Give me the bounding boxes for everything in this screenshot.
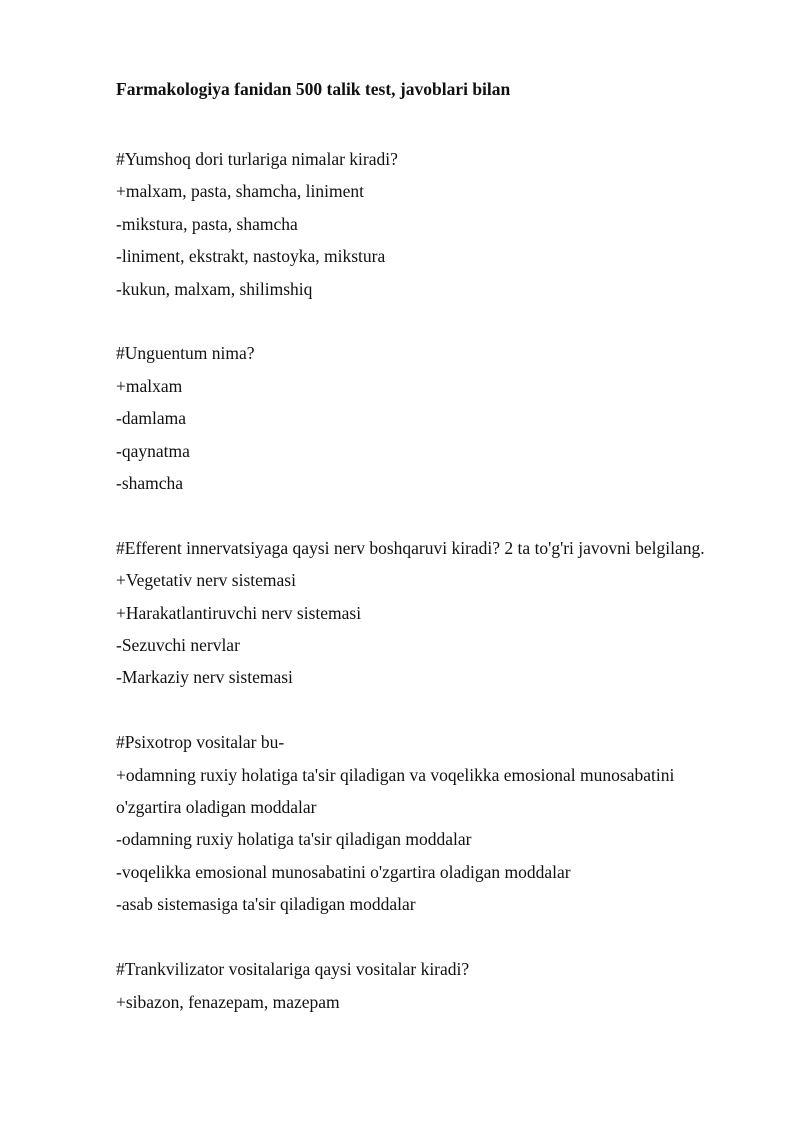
question-block-4 xyxy=(116,726,736,920)
answer-option: -voqelikka emosional munosabatini o'zgartira oladigan moddalar xyxy=(116,861,571,882)
answer-option: +odamning ruxiy holatiga ta'sir qiladigan va voqelikka emosional munosabatini o'zgartira oladigan moddalar xyxy=(116,764,675,818)
question-block-3 xyxy=(116,532,736,694)
question-block-2 xyxy=(116,337,736,499)
question-text: #Unguentum nima? xyxy=(116,343,255,364)
question-block-1 xyxy=(116,143,736,305)
question-list xyxy=(116,143,736,1050)
answer-option: -mikstura, pasta, shamcha xyxy=(116,213,298,234)
document-title: Farmakologiya fanidan 500 talik test, javoblari bilan xyxy=(116,79,511,99)
question-block-5 xyxy=(116,953,736,1018)
answer-option: +malxam, pasta, shamcha, liniment xyxy=(116,181,364,202)
answer-option: +sibazon, fenazepam, mazepam xyxy=(116,991,340,1012)
answer-option: -Sezuvchi nervlar xyxy=(116,635,240,656)
question-text: #Efferent innervatsiyaga qaysi nerv boshqaruvi kiradi? 2 ta to'g'ri javovni belgilang. xyxy=(116,537,705,558)
answer-option: -qaynatma xyxy=(116,440,190,461)
answer-option: +Harakatlantiruvchi nerv sistemasi xyxy=(116,602,362,623)
question-text: #Yumshoq dori turlariga nimalar kiradi? xyxy=(116,149,398,169)
answer-option: +malxam xyxy=(116,375,183,396)
question-text: #Trankvilizator vositalariga qaysi vositalar kiradi? xyxy=(116,959,470,980)
answer-option: -odamning ruxiy holatiga ta'sir qiladigan moddalar xyxy=(116,829,472,850)
answer-option: -Markaziy nerv sistemasi xyxy=(116,667,293,688)
answer-option: +Vegetativ nerv sistemasi xyxy=(116,570,296,591)
answer-option: -asab sistemasiga ta'sir qiladigan moddalar xyxy=(116,894,416,915)
answer-option: -liniment, ekstrakt, nastoyka, mikstura xyxy=(116,246,386,267)
question-text: #Psixotrop vositalar bu- xyxy=(116,732,285,753)
answer-option: -kukun, malxam, shilimshiq xyxy=(116,278,313,299)
answer-option: -damlama xyxy=(116,408,186,429)
answer-option: -shamcha xyxy=(116,473,184,494)
